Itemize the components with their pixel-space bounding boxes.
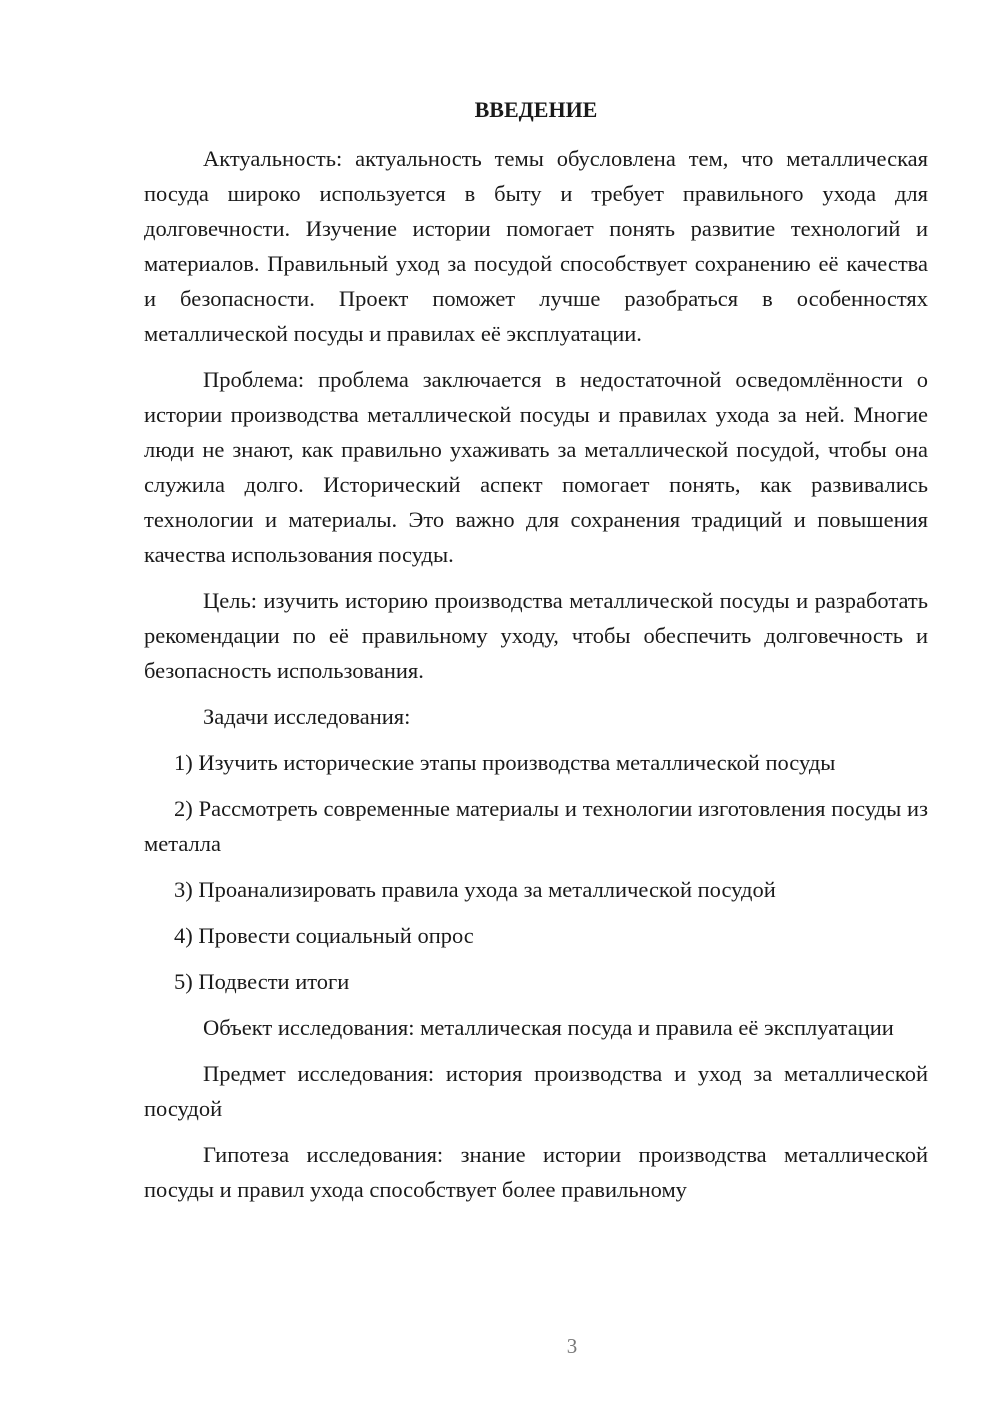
tasks-heading: Задачи исследования:	[203, 704, 411, 729]
task-item: 3) Проанализировать правила ухода за металлической посудой	[174, 877, 776, 902]
page-title: ВВЕДЕНИЕ	[474, 97, 598, 122]
subject-paragraph: Предмет исследования: история производства и уход за металлической посудой	[144, 1061, 928, 1121]
page-content	[144, 92, 928, 1218]
tasks-list	[144, 745, 928, 999]
hypothesis-paragraph: Гипотеза исследования: знание истории производства металлической посуды и правил ухода способствует более правильному	[144, 1142, 928, 1202]
object-paragraph: Объект исследования: металлическая посуда и правила её эксплуатации	[203, 1015, 894, 1040]
page-number: 3	[566, 1334, 578, 1358]
problem-paragraph: Проблема: проблема заключается в недостаточной осведомлённости о истории производства металлической посуды и правилах ухода за ней. Многие люди не знают, как правильно ухаживать за металлической посудой, чтобы она служила долго. Исторический аспект помогает понять, как развивались технологии и материалы. Это важно для сохранения традиций и повышения качества использования посуды.	[144, 367, 928, 567]
relevance-paragraph: Актуальность: актуальность темы обусловлена тем, что металлическая посуда широко используется в быту и требует правильного ухода для долговечности. Изучение истории помогает понять развитие технологий и материалов. Правильный уход за посудой способствует сохранению её качества и безопасности. Проект поможет лучше разобраться в особенностях металлической посуды и правилах её эксплуатации.	[144, 146, 928, 346]
task-item: 2) Рассмотреть современные материалы и технологии изготовления посуды из металла	[144, 796, 928, 856]
task-item: 5) Подвести итоги	[174, 969, 350, 994]
task-item: 4) Провести социальный опрос	[174, 923, 474, 948]
goal-paragraph: Цель: изучить историю производства металлической посуды и разработать рекомендации по её правильному уходу, чтобы обеспечить долговечность и безопасность использования.	[144, 588, 928, 683]
task-item: 1) Изучить исторические этапы производства металлической посуды	[174, 750, 836, 775]
